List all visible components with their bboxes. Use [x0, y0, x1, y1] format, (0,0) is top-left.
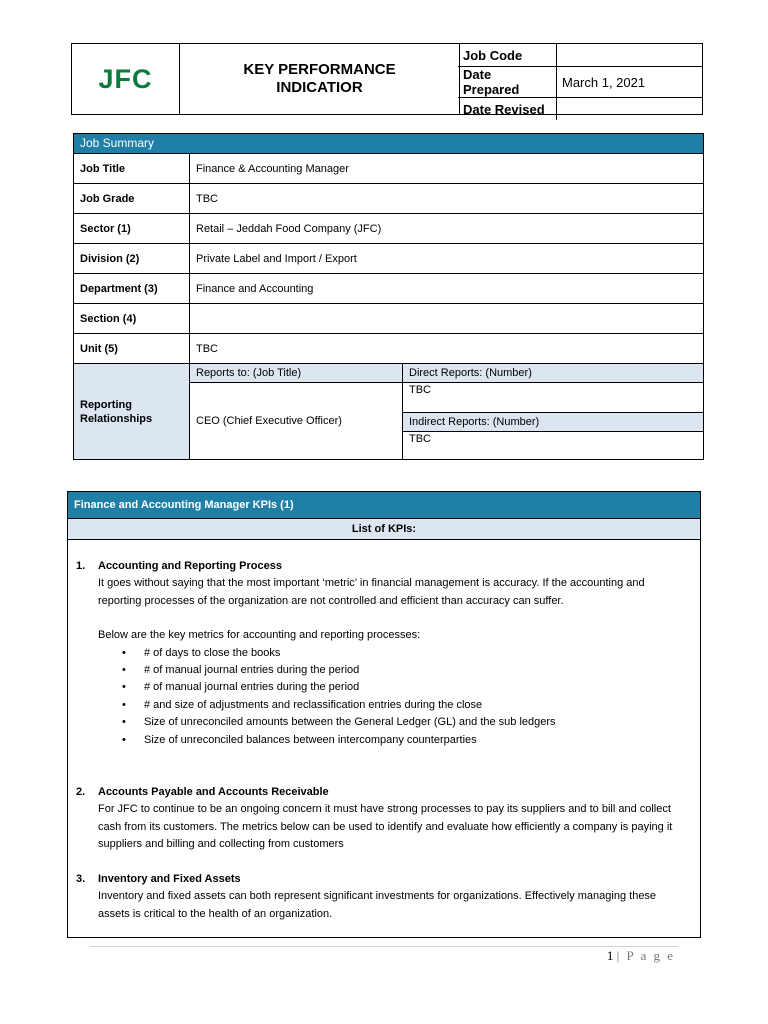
- kpi-bullet: • # of manual journal entries during the period: [122, 662, 682, 679]
- kpi-section: [67, 491, 701, 938]
- job-summary-heading: Job Summary: [74, 134, 703, 154]
- kpi-title: Inventory and Fixed Assets: [98, 872, 241, 885]
- page-number: 1: [606, 948, 614, 963]
- reports-to-cell: [190, 364, 403, 459]
- page-footer: [607, 948, 675, 964]
- kpi-bullet: • # of manual journal entries during the period: [122, 679, 682, 696]
- reporting-relationships: [74, 364, 703, 459]
- summary-label: Job Grade: [74, 184, 190, 214]
- meta-row: [458, 67, 702, 98]
- kpi-text: For JFC to continue to be an ongoing concern it must have strong processes to pay its suppliers and to bill and collect cash from its customers. The metrics below can be used to identify and evaluate how efficiently a company is paying it suppliers and billing and collecting from customers: [98, 803, 673, 851]
- kpi-title: Accounts Payable and Accounts Receivable: [98, 786, 329, 799]
- kpi-bullet: • Size of unreconciled balances between intercompany counterparties: [122, 732, 682, 749]
- summary-row: [74, 184, 703, 214]
- summary-value: TBC: [190, 184, 704, 214]
- kpi-item: [76, 558, 700, 749]
- page-label: | P a g e: [616, 948, 675, 963]
- summary-row: [74, 244, 703, 274]
- kpi-number: 3.: [76, 872, 86, 885]
- summary-label: Division (2): [74, 244, 190, 274]
- document-title: [180, 44, 460, 114]
- meta-label: Job Code: [458, 44, 557, 67]
- title-line-2: INDICATIOR: [276, 79, 363, 96]
- logo-text: JFC: [98, 63, 153, 94]
- kpi-item: [76, 871, 700, 923]
- kpi-bullet: • # of days to close the books: [122, 645, 682, 662]
- direct-reports-value: TBC: [403, 383, 703, 413]
- document-meta-table: [458, 44, 702, 120]
- summary-value: TBC: [190, 334, 704, 364]
- kpi-bullet-list: [98, 645, 682, 749]
- kpi-body: [68, 540, 700, 923]
- summary-value: [190, 304, 704, 334]
- kpi-bullet: • # and size of adjustments and reclassification entries during the close: [122, 697, 682, 714]
- footer-divider: [90, 946, 678, 947]
- job-summary-rows: [74, 154, 703, 364]
- kpi-text: Inventory and fixed assets can both represent significant investments for organizations. Effectively managing these assets is critical to the health of an organization.: [98, 890, 657, 920]
- summary-value: Retail – Jeddah Food Company (JFC): [190, 214, 704, 244]
- kpi-intro: Below are the key metrics for accounting and reporting processes:: [98, 629, 421, 642]
- document-header: [71, 43, 703, 115]
- reports-to-header: Reports to: (Job Title): [190, 364, 402, 383]
- kpi-number: 2.: [76, 786, 86, 799]
- title-line-1: KEY PERFORMANCE: [243, 61, 396, 78]
- summary-row: [74, 274, 703, 304]
- meta-row: [458, 44, 702, 67]
- meta-row: [458, 98, 702, 121]
- meta-value: [557, 44, 703, 67]
- company-logo: [72, 44, 180, 114]
- reporting-label: Reporting Relationships: [74, 364, 190, 459]
- reports-count-cell: [403, 364, 703, 459]
- kpi-item: [76, 784, 700, 854]
- summary-label: Department (3): [74, 274, 190, 304]
- summary-row: [74, 334, 703, 364]
- summary-label: Section (4): [74, 304, 190, 334]
- summary-label: Sector (1): [74, 214, 190, 244]
- summary-value: Private Label and Import / Export: [190, 244, 704, 274]
- kpi-item-body: [98, 871, 700, 923]
- summary-label: Job Title: [74, 154, 190, 184]
- summary-row: [74, 154, 703, 184]
- summary-label: Unit (5): [74, 334, 190, 364]
- indirect-reports-value: TBC: [409, 433, 431, 445]
- kpi-item-body: [98, 784, 700, 854]
- kpi-item-body: [98, 558, 700, 749]
- meta-label: Date Prepared: [458, 67, 557, 98]
- kpi-bullet: • Size of unreconciled amounts between the General Ledger (GL) and the sub ledgers: [122, 714, 682, 731]
- meta-value: March 1, 2021: [557, 67, 703, 98]
- meta-value: [557, 98, 703, 121]
- indirect-reports-header: Indirect Reports: (Number): [403, 413, 703, 432]
- summary-value: Finance and Accounting: [190, 274, 704, 304]
- kpi-number: 1.: [76, 560, 86, 572]
- meta-label: Date Revised: [458, 98, 557, 121]
- kpi-list-header: List of KPIs:: [68, 519, 700, 540]
- summary-row: [74, 304, 703, 334]
- job-summary-table: [73, 133, 704, 460]
- reports-to-value: CEO (Chief Executive Officer): [196, 415, 342, 427]
- summary-value: Finance & Accounting Manager: [190, 154, 704, 184]
- kpi-heading: Finance and Accounting Manager KPIs (1): [68, 492, 700, 519]
- kpi-text: It goes without saying that the most important ‘metric’ in financial management is accuracy. If the accounting and reporting processes of the organization are not controlled and efficient than accuracy can suffer.: [98, 577, 645, 607]
- direct-reports-header: Direct Reports: (Number): [403, 364, 703, 383]
- kpi-title: Accounting and Reporting Process: [98, 560, 282, 572]
- summary-row: [74, 214, 703, 244]
